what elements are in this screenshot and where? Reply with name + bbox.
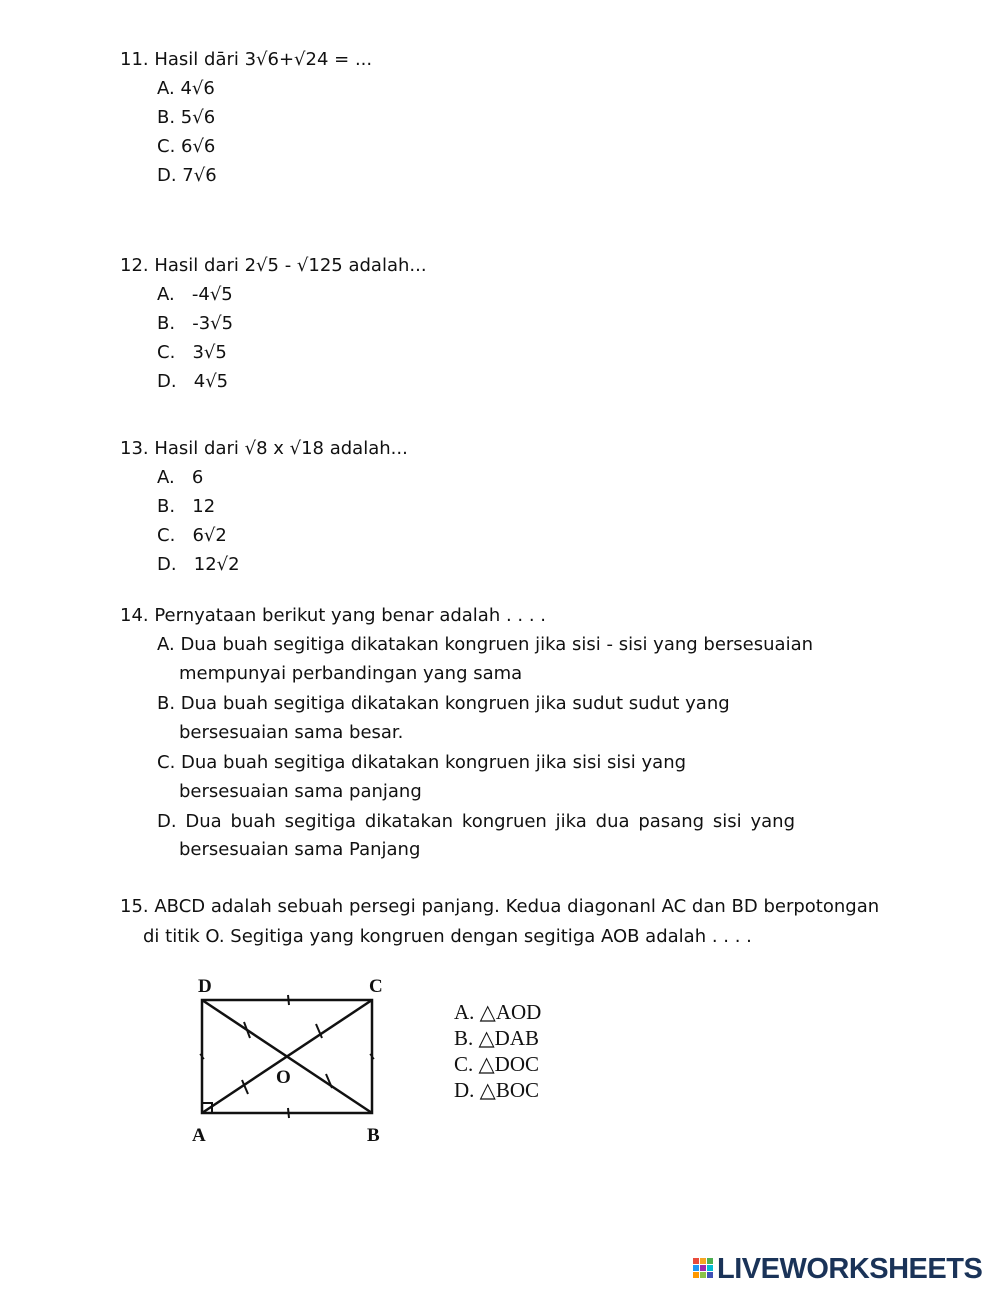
label-b: B: [367, 1125, 380, 1146]
question-12-option-d[interactable]: D. 4√5: [157, 371, 229, 392]
question-14-option-a[interactable]: A. Dua buah segitiga dikatakan kongruen jika sisi - sisi yang bersesuaian: [157, 634, 814, 655]
question-11-option-c[interactable]: C. 6√6: [157, 136, 216, 157]
question-15-option-d[interactable]: D. △BOC: [454, 1078, 539, 1102]
liveworksheets-logo: [693, 1253, 993, 1285]
question-14-text: 14. Pernyataan berikut yang benar adalah . . . .: [120, 605, 547, 626]
question-15-option-a[interactable]: A. △AOD: [454, 1000, 542, 1024]
tick-bottom-side: [288, 1108, 289, 1118]
question-13-option-c[interactable]: C. 6√2: [157, 525, 227, 546]
question-11-option-a[interactable]: A. 4√6: [157, 78, 215, 99]
tick-top-side: [288, 995, 289, 1005]
question-13-option-b[interactable]: B. 12: [157, 496, 216, 517]
question-14-option-b[interactable]: B. Dua buah segitiga dikatakan kongruen jika sudut sudut yang: [157, 693, 730, 714]
question-15-option-b[interactable]: B. △DAB: [454, 1026, 539, 1050]
question-13-option-d[interactable]: D. 12√2: [157, 554, 240, 575]
question-12-text: 12. Hasil dari 2√5 - √125 adalah...: [120, 255, 427, 276]
question-13-option-a[interactable]: A. 6: [157, 467, 204, 488]
question-14-option-c[interactable]: C. Dua buah segitiga dikatakan kongruen jika sisi sisi yang: [157, 752, 687, 773]
question-12-option-b[interactable]: B. -3√5: [157, 313, 234, 334]
question-11-option-d[interactable]: D. 7√6: [157, 165, 217, 186]
label-d: D: [198, 976, 212, 997]
question-12-option-c[interactable]: C. 3√5: [157, 342, 227, 363]
question-14-option-a-cont: mempunyai perbandingan yang sama: [179, 663, 523, 684]
logo-text: LIVEWORKSHEETS: [717, 1253, 983, 1285]
question-13-text: 13. Hasil dari √8 x √18 adalah...: [120, 438, 408, 459]
question-15-option-c[interactable]: C. △DOC: [454, 1052, 539, 1076]
question-12-option-a[interactable]: A. -4√5: [157, 284, 233, 305]
logo-squares-icon: [693, 1258, 715, 1280]
label-c: C: [369, 976, 383, 997]
question-15-text-cont: di titik O. Segitiga yang kongruen dengan segitiga AOB adalah . . . .: [143, 926, 752, 947]
question-14-option-d-cont: bersesuaian sama Panjang: [179, 839, 421, 860]
question-14-option-b-cont: bersesuaian sama besar.: [179, 722, 404, 743]
rectangle-abcd-diagram: [180, 966, 400, 1151]
question-11-option-b[interactable]: B. 5√6: [157, 107, 216, 128]
question-14-option-d[interactable]: D. Dua buah segitiga dikatakan kongruen jika dua pasang sisi yang: [157, 811, 795, 832]
label-o: O: [276, 1067, 291, 1088]
question-11-text: 11. Hasil dāri 3√6+√24 = ...: [120, 49, 373, 70]
question-14-option-c-cont: bersesuaian sama panjang: [179, 781, 422, 802]
label-a: A: [192, 1125, 206, 1146]
question-15-text: 15. ABCD adalah sebuah persegi panjang. Kedua diagonanl AC dan BD berpotongan: [120, 896, 880, 917]
